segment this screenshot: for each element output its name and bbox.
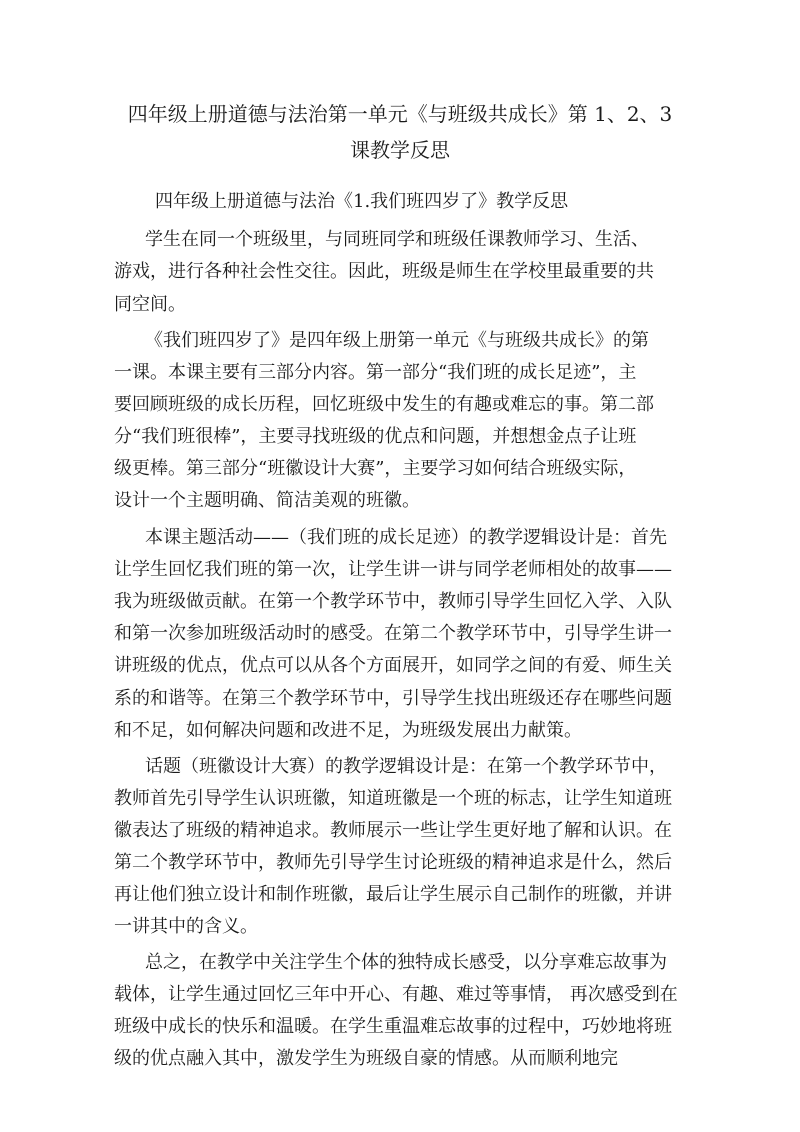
text-line: 同空间。 [114, 294, 186, 315]
document-title: 四年级上册道德与法治第一单元《与班级共成长》第 1、2、3 [127, 102, 673, 126]
text-line: 游戏，进行各种社会性交往。因此，班级是师生在学校里最重要的共 [114, 261, 654, 282]
text-line: 载体，让学生通过回忆三年中开心、有趣、难过等事情， 再次感受到在 [114, 984, 678, 1005]
text-line: 分“我们班很棒”，主要寻找班级的优点和问题，并想想金点子让班 [114, 426, 637, 447]
text-line: 《我们班四岁了》是四年级上册第一单元《与班级共成长》的第 [145, 330, 649, 351]
text-line: 要回顾班级的成长历程，回忆班级中发生的有趣或难忘的事。第二部 [114, 394, 654, 415]
document-title-continued: 课教学反思 [350, 138, 450, 162]
text-line: 一课。本课主要有三部分内容。第一部分“我们班的成长足迹”，主 [114, 362, 637, 383]
text-line: 我为班级做贡献。在第一个教学环节中，教师引导学生回忆入学、入队 [114, 591, 672, 612]
text-line: 让学生回忆我们班的第一次，让学生讲一讲与同学老师相处的故事—— [114, 559, 672, 580]
text-line: 和不足，如何解决问题和改进不足，为班级发展出力献策。 [114, 720, 582, 741]
text-line: 设计一个主题明确、简洁美观的班徽。 [114, 490, 420, 511]
text-line: 班级中成长的快乐和温暖。在学生重温难忘故事的过程中，巧妙地将班 [114, 1016, 672, 1037]
text-line: 徽表达了班级的精神追求。教师展示一些让学生更好地了解和认识。在 [114, 820, 672, 841]
text-line: 再让他们独立设计和制作班徽，最后让学生展示自己制作的班徽，并讲 [114, 884, 672, 905]
text-line: 学生在同一个班级里，与同班同学和班级任课教师学习、生活、 [145, 229, 649, 250]
text-line: 一讲其中的含义。 [114, 916, 258, 937]
text-line: 讲班级的优点，优点可以从各个方面展开，如同学之间的有爱、师生关 [114, 655, 672, 676]
text-line: 本课主题活动——（我们班的成长足迹）的教学逻辑设计是：首先 [145, 527, 667, 548]
text-line: 总之，在教学中关注学生个体的独特成长感受，以分享难忘故事为 [145, 952, 667, 973]
text-line: 和第一次参加班级活动时的感受。在第二个教学环节中，引导学生讲一 [114, 623, 672, 644]
text-line: 系的和谐等。在第三个教学环节中，引导学生找出班级还存在哪些问题 [114, 688, 672, 709]
text-line: 级的优点融入其中，激发学生为班级自豪的情感。从而顺利地完 [114, 1048, 618, 1069]
section-subtitle: 四年级上册道德与法治《1.我们班四岁了》教学反思 [155, 191, 569, 212]
text-line: 教师首先引导学生认识班徽，知道班徽是一个班的标志，让学生知道班 [114, 788, 672, 809]
text-line: 第二个教学环节中，教师先引导学生讨论班级的精神追求是什么，然后 [114, 852, 672, 873]
text-line: 话题（班徽设计大赛）的教学逻辑设计是：在第一个教学环节中， [145, 756, 667, 777]
text-line: 级更棒。第三部分“班徽设计大赛”，主要学习如何结合班级实际， [114, 458, 637, 479]
